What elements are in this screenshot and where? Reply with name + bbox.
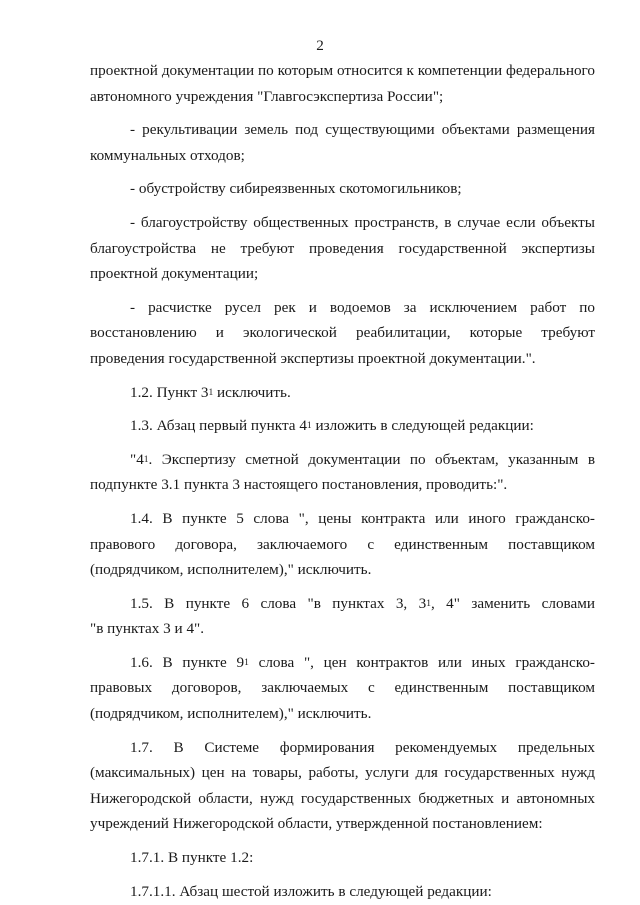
text-segment: подпункте 3.1 пункта 3 настоящего постановления, проводить:". [90, 476, 508, 494]
text-segment: (подрядчиком, исполнителем)," исключить. [90, 561, 372, 579]
text-segment: 1.6. В пункте 9 [130, 653, 245, 671]
text-segment: "4 [130, 450, 144, 468]
paragraph [90, 58, 595, 109]
text-line [90, 261, 595, 287]
paragraph [90, 845, 595, 871]
text-segment: - обустройству сибиреязвенных скотомогильников; [130, 180, 462, 198]
text-segment: 1.7. В Системе формирования рекомендуемых предельных [130, 738, 595, 756]
superscript: 1 [143, 454, 149, 465]
text-line [90, 557, 595, 583]
paragraph [90, 117, 595, 168]
text-segment: правового договора, заключаемого с единственным поставщиком [90, 535, 595, 553]
text-segment: 1.7.1. В пункте 1.2: [130, 849, 254, 867]
text-segment: проектной документации; [90, 265, 259, 283]
text-line [90, 143, 595, 169]
text-segment: . Экспертизу сметной документации по объектам, указанным в [148, 450, 595, 468]
text-segment: 1.5. В пункте 6 слова "в пунктах 3, 3 [130, 594, 427, 612]
text-segment: изложить в следующей редакции: [311, 417, 534, 435]
text-line [90, 675, 595, 701]
text-line [90, 84, 595, 110]
text-line [90, 532, 595, 558]
text-segment: 1.3. Абзац первый пункта 4 [130, 417, 307, 435]
text-segment: учреждений Нижегородской области, утвержденной постановлением: [90, 815, 543, 833]
document-body [90, 58, 595, 904]
text-segment: 1.4. В пункте 5 слова ", цены контракта или иного гражданско- [130, 509, 595, 527]
superscript: 1 [306, 421, 312, 432]
text-line [90, 845, 595, 871]
text-segment: слова ", цен контрактов или иных гражданско- [248, 653, 595, 671]
text-segment: исключить. [213, 383, 291, 401]
paragraph [90, 380, 595, 406]
text-segment: проведения государственной экспертизы проектной документации.". [90, 349, 536, 367]
text-line [90, 506, 595, 532]
page-number: 2 [316, 37, 324, 54]
text-segment: восстановлению и экологической реабилитации, которые требуют [90, 324, 595, 342]
superscript: 1 [244, 657, 249, 668]
paragraph [90, 447, 595, 498]
text-line [90, 380, 595, 406]
paragraph [90, 506, 595, 583]
text-line [90, 346, 595, 372]
paragraph [90, 879, 595, 905]
text-line [90, 236, 595, 262]
text-line [90, 616, 595, 642]
text-line [90, 295, 595, 321]
paragraph [90, 735, 595, 837]
text-segment: , 4" заменить словами [430, 594, 595, 612]
text-line [90, 811, 595, 837]
paragraph [90, 295, 595, 372]
text-segment: коммунальных отходов; [90, 146, 245, 164]
paragraph [90, 591, 595, 642]
text-line [90, 701, 595, 727]
text-segment: правовых договоров, заключаемых с единственным поставщиком [90, 679, 595, 697]
text-segment: - расчистке русел рек и водоемов за исключением работ по [130, 298, 595, 316]
text-line [90, 735, 595, 761]
text-line [90, 58, 595, 84]
text-segment: (максимальных) цен на товары, работы, услуги для государственных нужд [90, 764, 595, 782]
superscript: 1 [426, 598, 431, 609]
text-line [90, 176, 595, 202]
paragraph [90, 413, 595, 439]
text-segment: Нижегородской области, нужд государственных бюджетных и автономных [90, 789, 595, 807]
text-line [90, 320, 595, 346]
text-line [90, 117, 595, 143]
text-segment: "в пунктах 3 и 4". [90, 620, 205, 638]
text-segment: - рекультивации земель под существующими объектами размещения [130, 121, 595, 139]
text-line [90, 760, 595, 786]
superscript: 1 [208, 387, 214, 398]
text-line [90, 210, 595, 236]
text-segment: (подрядчиком, исполнителем)," исключить. [90, 705, 372, 723]
text-segment: 1.7.1.1. Абзац шестой изложить в следующей редакции: [130, 882, 492, 900]
text-line [90, 650, 595, 676]
text-line [90, 472, 595, 498]
paragraph [90, 650, 595, 727]
text-line [90, 786, 595, 812]
text-line [90, 591, 595, 617]
text-line [90, 447, 595, 473]
text-line [90, 879, 595, 905]
paragraph [90, 176, 595, 202]
paragraph [90, 210, 595, 287]
text-segment: автономного учреждения "Главгосэкспертиза России"; [90, 87, 444, 105]
text-line [90, 413, 595, 439]
text-segment: проектной документации по которым относится к компетенции федерального [90, 62, 595, 79]
text-segment: 1.2. Пункт 3 [130, 383, 209, 401]
text-segment: - благоустройству общественных пространств, в случае если объекты [130, 213, 595, 231]
text-segment: благоустройства не требуют проведения государственной экспертизы [90, 239, 595, 257]
